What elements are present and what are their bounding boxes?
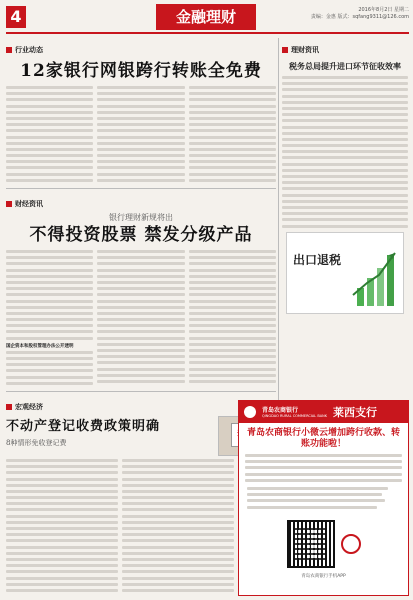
story3-head-row <box>6 416 276 456</box>
bank-logo-icon <box>341 534 361 554</box>
square-bullet-icon <box>6 47 12 53</box>
story1-col <box>6 86 93 185</box>
qr-code-icon[interactable] <box>287 520 335 568</box>
ad-banner <box>239 401 408 423</box>
bank-advertisement <box>238 400 409 596</box>
ad-qr-area <box>239 520 408 568</box>
story-divider <box>6 188 276 189</box>
right-section-label: 理财资讯 <box>282 45 319 55</box>
page-number: 4 <box>6 6 26 28</box>
right-column <box>282 38 408 314</box>
square-bullet-icon <box>6 201 12 207</box>
right-body <box>282 76 408 228</box>
story3-title-block <box>6 416 214 456</box>
bank-logo-icon <box>244 406 256 418</box>
story3-section-label: 宏观经济 <box>6 402 43 412</box>
rising-bars-illustration-icon <box>287 233 404 314</box>
header-date: 2016年8月2日 星期二 <box>358 7 409 13</box>
header-rule <box>6 32 409 34</box>
ad-branch-name: 莱西支行 <box>333 406 378 419</box>
right-headline: 税务总局提升进口环节征收效率 <box>289 61 401 71</box>
ad-bank-name: 青岛农商银行 QINGDAO RURAL COMMERCIAL BANK <box>262 406 328 418</box>
story3-subhead: 8种情形免收登记费 <box>6 438 67 447</box>
ad-headline: 青岛农商银行小微云增加跨行收款、转账功能啦！ <box>246 428 400 449</box>
story2-body <box>6 250 276 388</box>
story1-body <box>6 86 276 185</box>
square-bullet-icon <box>6 404 12 410</box>
story3-col <box>122 459 234 595</box>
story1-headline: 12家银行网银跨行转账全免费 <box>20 61 262 81</box>
story2-sidebar-title: 国企资本和股权管理办法公开透明 <box>6 343 74 349</box>
export-tax-rebate-title: 出口退税 <box>293 252 342 267</box>
left-column <box>6 38 276 595</box>
ad-feature-list <box>239 485 408 514</box>
story1-section-label: 行业动态 <box>6 45 43 55</box>
story2-subhead: 银行理财新规将出 <box>109 213 173 222</box>
page-header <box>6 4 409 32</box>
story2-section-label: 财经资讯 <box>6 199 43 209</box>
story1-col <box>189 86 276 185</box>
story-divider <box>6 391 276 392</box>
story1-col <box>97 86 184 185</box>
story3-body <box>6 459 234 595</box>
story2-col <box>6 250 93 388</box>
square-bullet-icon <box>282 47 288 53</box>
section-title: 金融理财 <box>156 4 256 30</box>
story2-col <box>97 250 184 388</box>
ad-footer: 青岛农商银行手机APP <box>301 573 346 579</box>
ad-body-text <box>239 454 408 482</box>
export-tax-rebate-image <box>286 232 404 314</box>
header-editor: 责编：金惠 版式：sqfang9311@126.com <box>310 14 409 20</box>
story2-col <box>189 250 276 388</box>
header-info <box>311 7 409 21</box>
story3-headline: 不动产登记收费政策明确 <box>6 418 161 434</box>
story3-col <box>6 459 118 595</box>
story2-headline: 不得投资股票 禁发分级产品 <box>29 225 253 245</box>
